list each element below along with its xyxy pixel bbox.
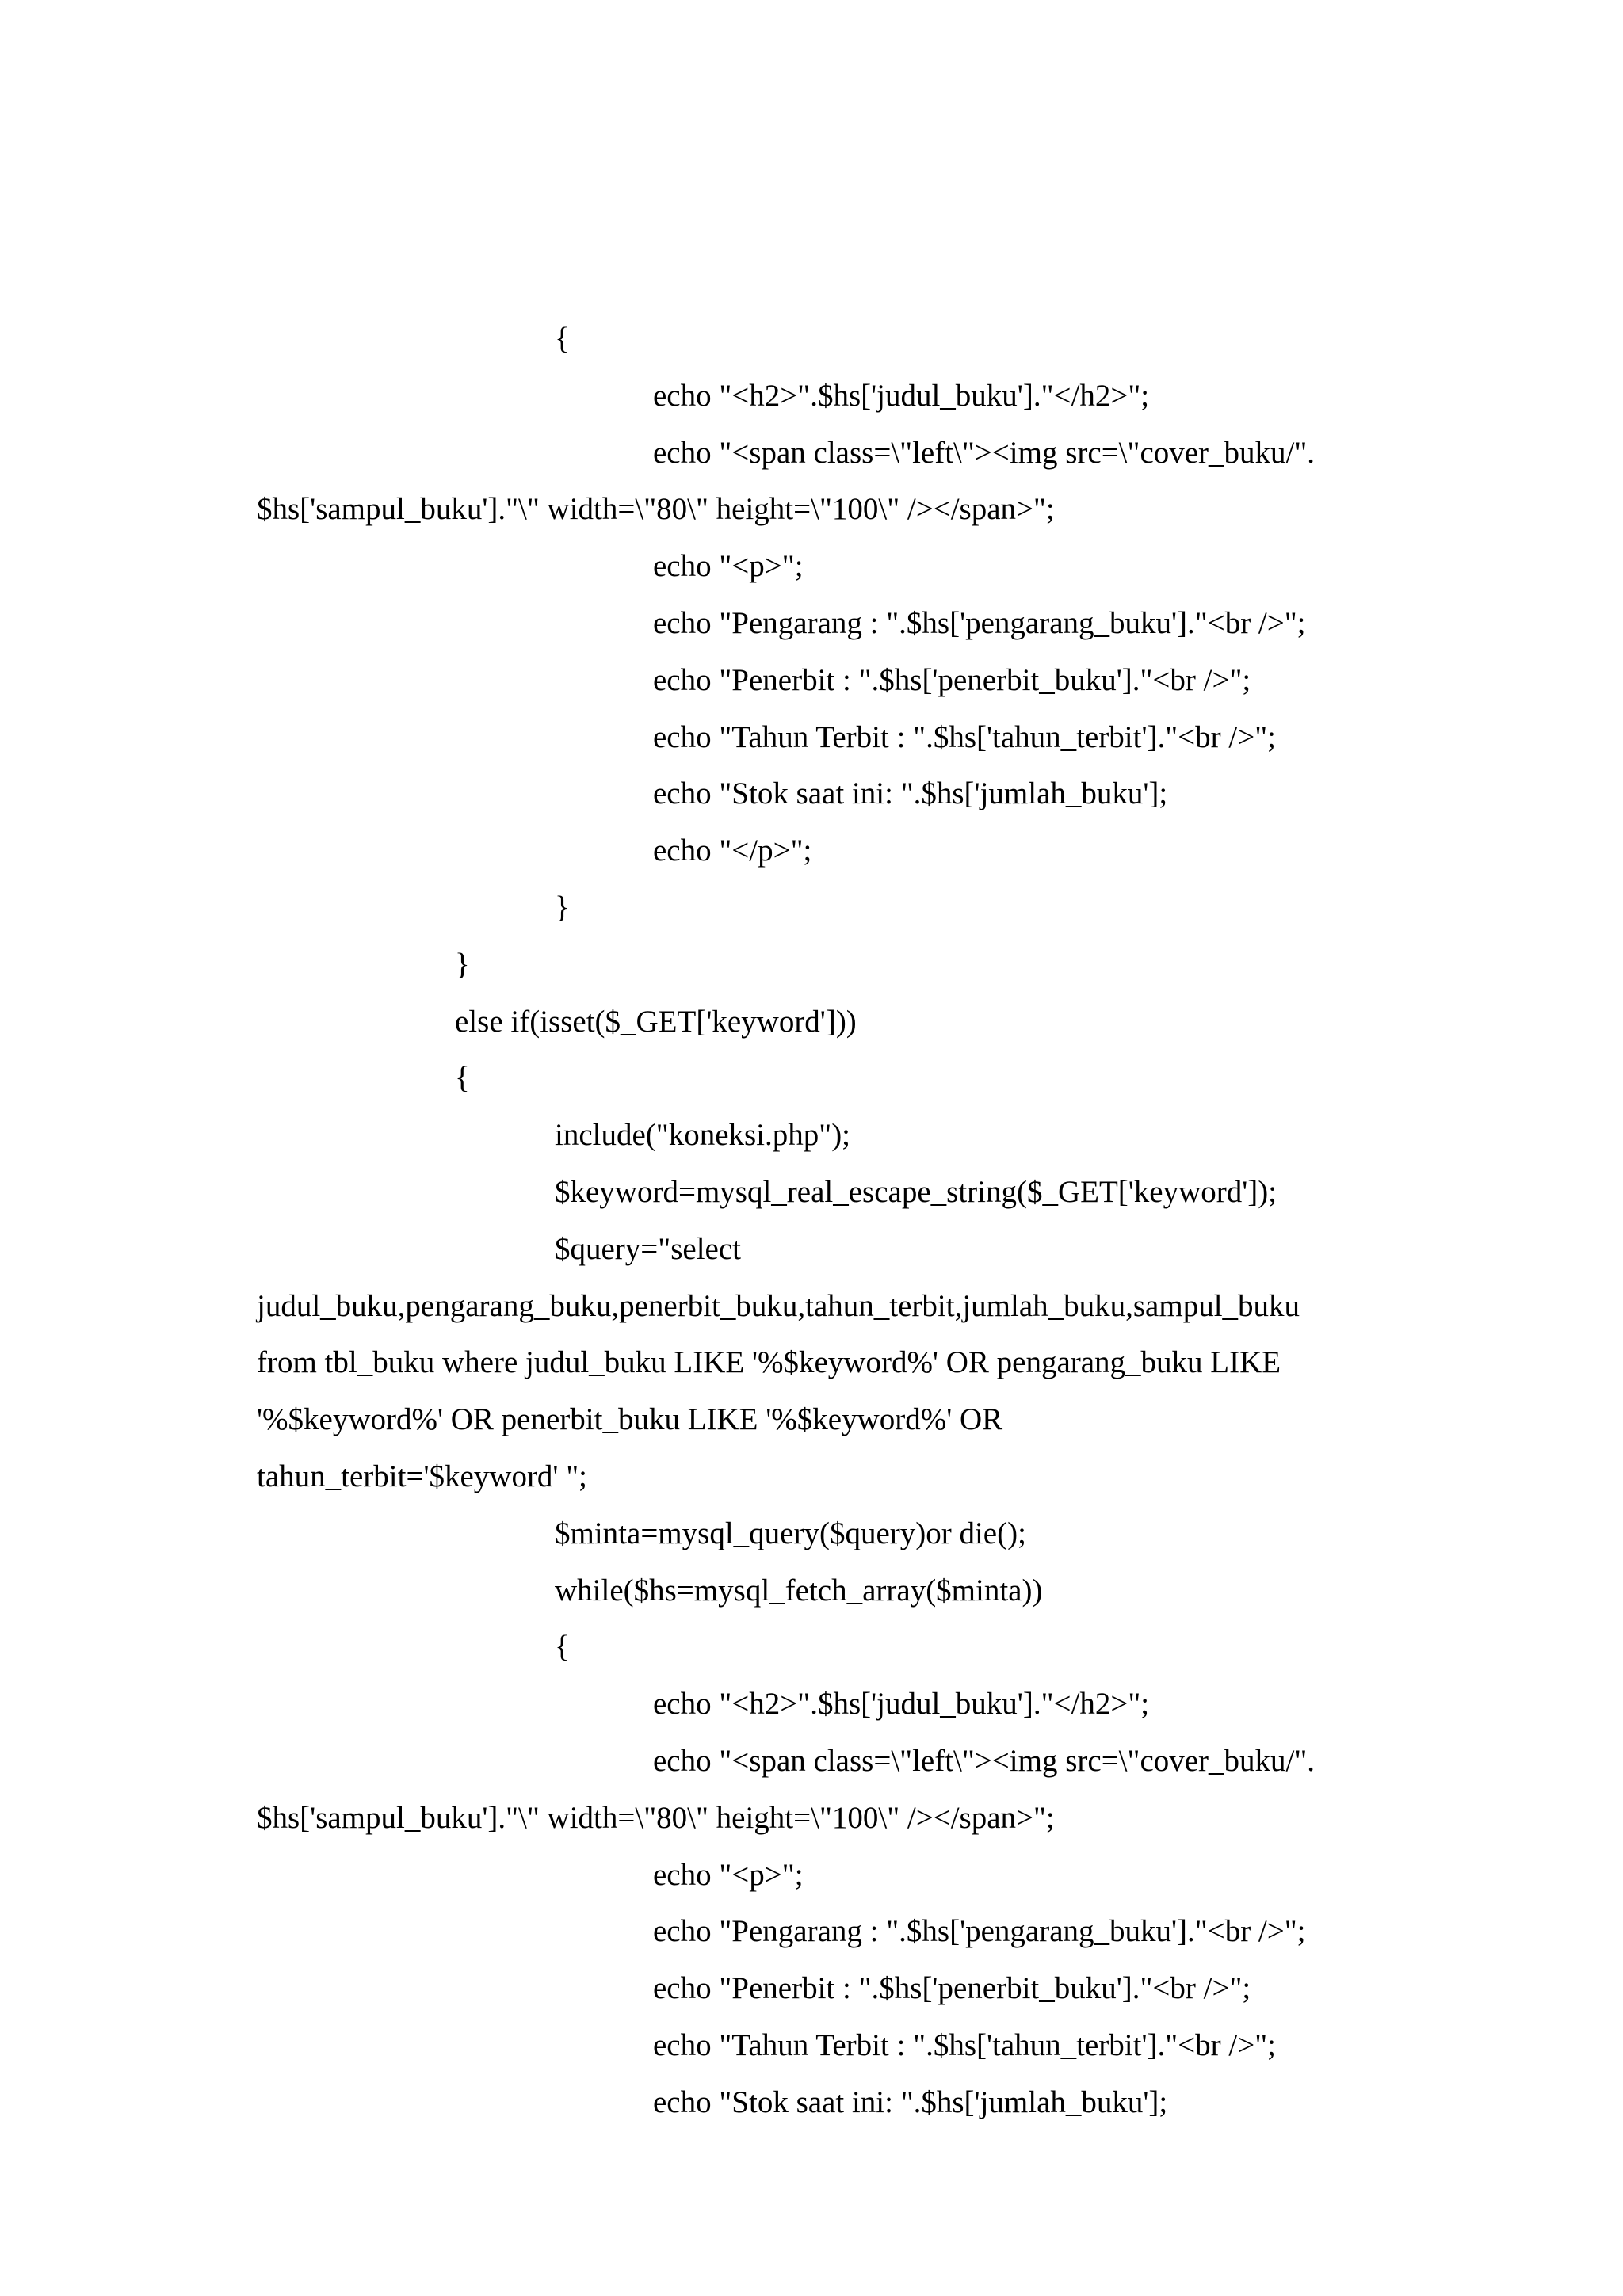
code-line: echo "Stok saat ini: ".$hs['jumlah_buku']; xyxy=(653,2084,1168,2119)
code-line: $keyword=mysql_real_escape_string($_GET['keyword']); xyxy=(555,1174,1277,1209)
code-line: echo "Penerbit : ".$hs['penerbit_buku']."<br />"; xyxy=(653,1971,1251,2006)
code-line: echo "Penerbit : ".$hs['penerbit_buku']."<br />"; xyxy=(653,662,1251,697)
code-line: '%$keyword%' OR penerbit_buku LIKE '%$keyword%' OR xyxy=(257,1402,1003,1437)
code-line: } xyxy=(555,890,570,925)
code-line: } xyxy=(455,947,470,982)
code-line: echo "<h2>".$hs['judul_buku']."</h2>"; xyxy=(653,378,1150,413)
code-line: $hs['sampul_buku']."\" width=\"80\" height=\"100\" /></span>"; xyxy=(257,492,1055,527)
code-line: else if(isset($_GET['keyword'])) xyxy=(455,1004,857,1039)
code-line: echo "<span class=\"left\"><img src=\"cover_buku/". xyxy=(653,435,1316,470)
code-line: echo "<span class=\"left\"><img src=\"cover_buku/". xyxy=(653,1743,1316,1778)
code-listing xyxy=(257,311,1382,2131)
code-line: include("koneksi.php"); xyxy=(555,1118,851,1153)
code-line: tahun_terbit='$keyword' "; xyxy=(257,1459,587,1493)
code-line: echo "Pengarang : ".$hs['pengarang_buku']."<br />"; xyxy=(653,605,1306,640)
code-line: $query="select xyxy=(555,1231,741,1266)
code-line: echo "Tahun Terbit : ".$hs['tahun_terbit']."<br />"; xyxy=(653,2027,1276,2062)
code-line: echo "Stok saat ini: ".$hs['jumlah_buku']; xyxy=(653,776,1168,811)
code-line: from tbl_buku where judul_buku LIKE '%$keyword%' OR pengarang_buku LIKE xyxy=(257,1345,1281,1380)
code-line: echo "Tahun Terbit : ".$hs['tahun_terbit']."<br />"; xyxy=(653,719,1276,754)
code-line: echo "</p>"; xyxy=(653,833,812,868)
code-line: echo "<p>"; xyxy=(653,549,804,584)
code-line: echo "Pengarang : ".$hs['pengarang_buku']."<br />"; xyxy=(653,1914,1306,1949)
code-line: judul_buku,pengarang_buku,penerbit_buku,tahun_terbit,jumlah_buku,sampul_buku xyxy=(257,1288,1300,1323)
code-line: { xyxy=(555,1630,570,1665)
code-line: { xyxy=(555,322,570,356)
code-line: $minta=mysql_query($query)or die(); xyxy=(555,1516,1026,1550)
code-line: while($hs=mysql_fetch_array($minta)) xyxy=(555,1573,1043,1608)
code-line: $hs['sampul_buku']."\" width=\"80\" height=\"100\" /></span>"; xyxy=(257,1800,1055,1835)
code-line: echo "<p>"; xyxy=(653,1857,804,1892)
code-line: echo "<h2>".$hs['judul_buku']."</h2>"; xyxy=(653,1687,1150,1722)
code-line: { xyxy=(455,1061,470,1096)
